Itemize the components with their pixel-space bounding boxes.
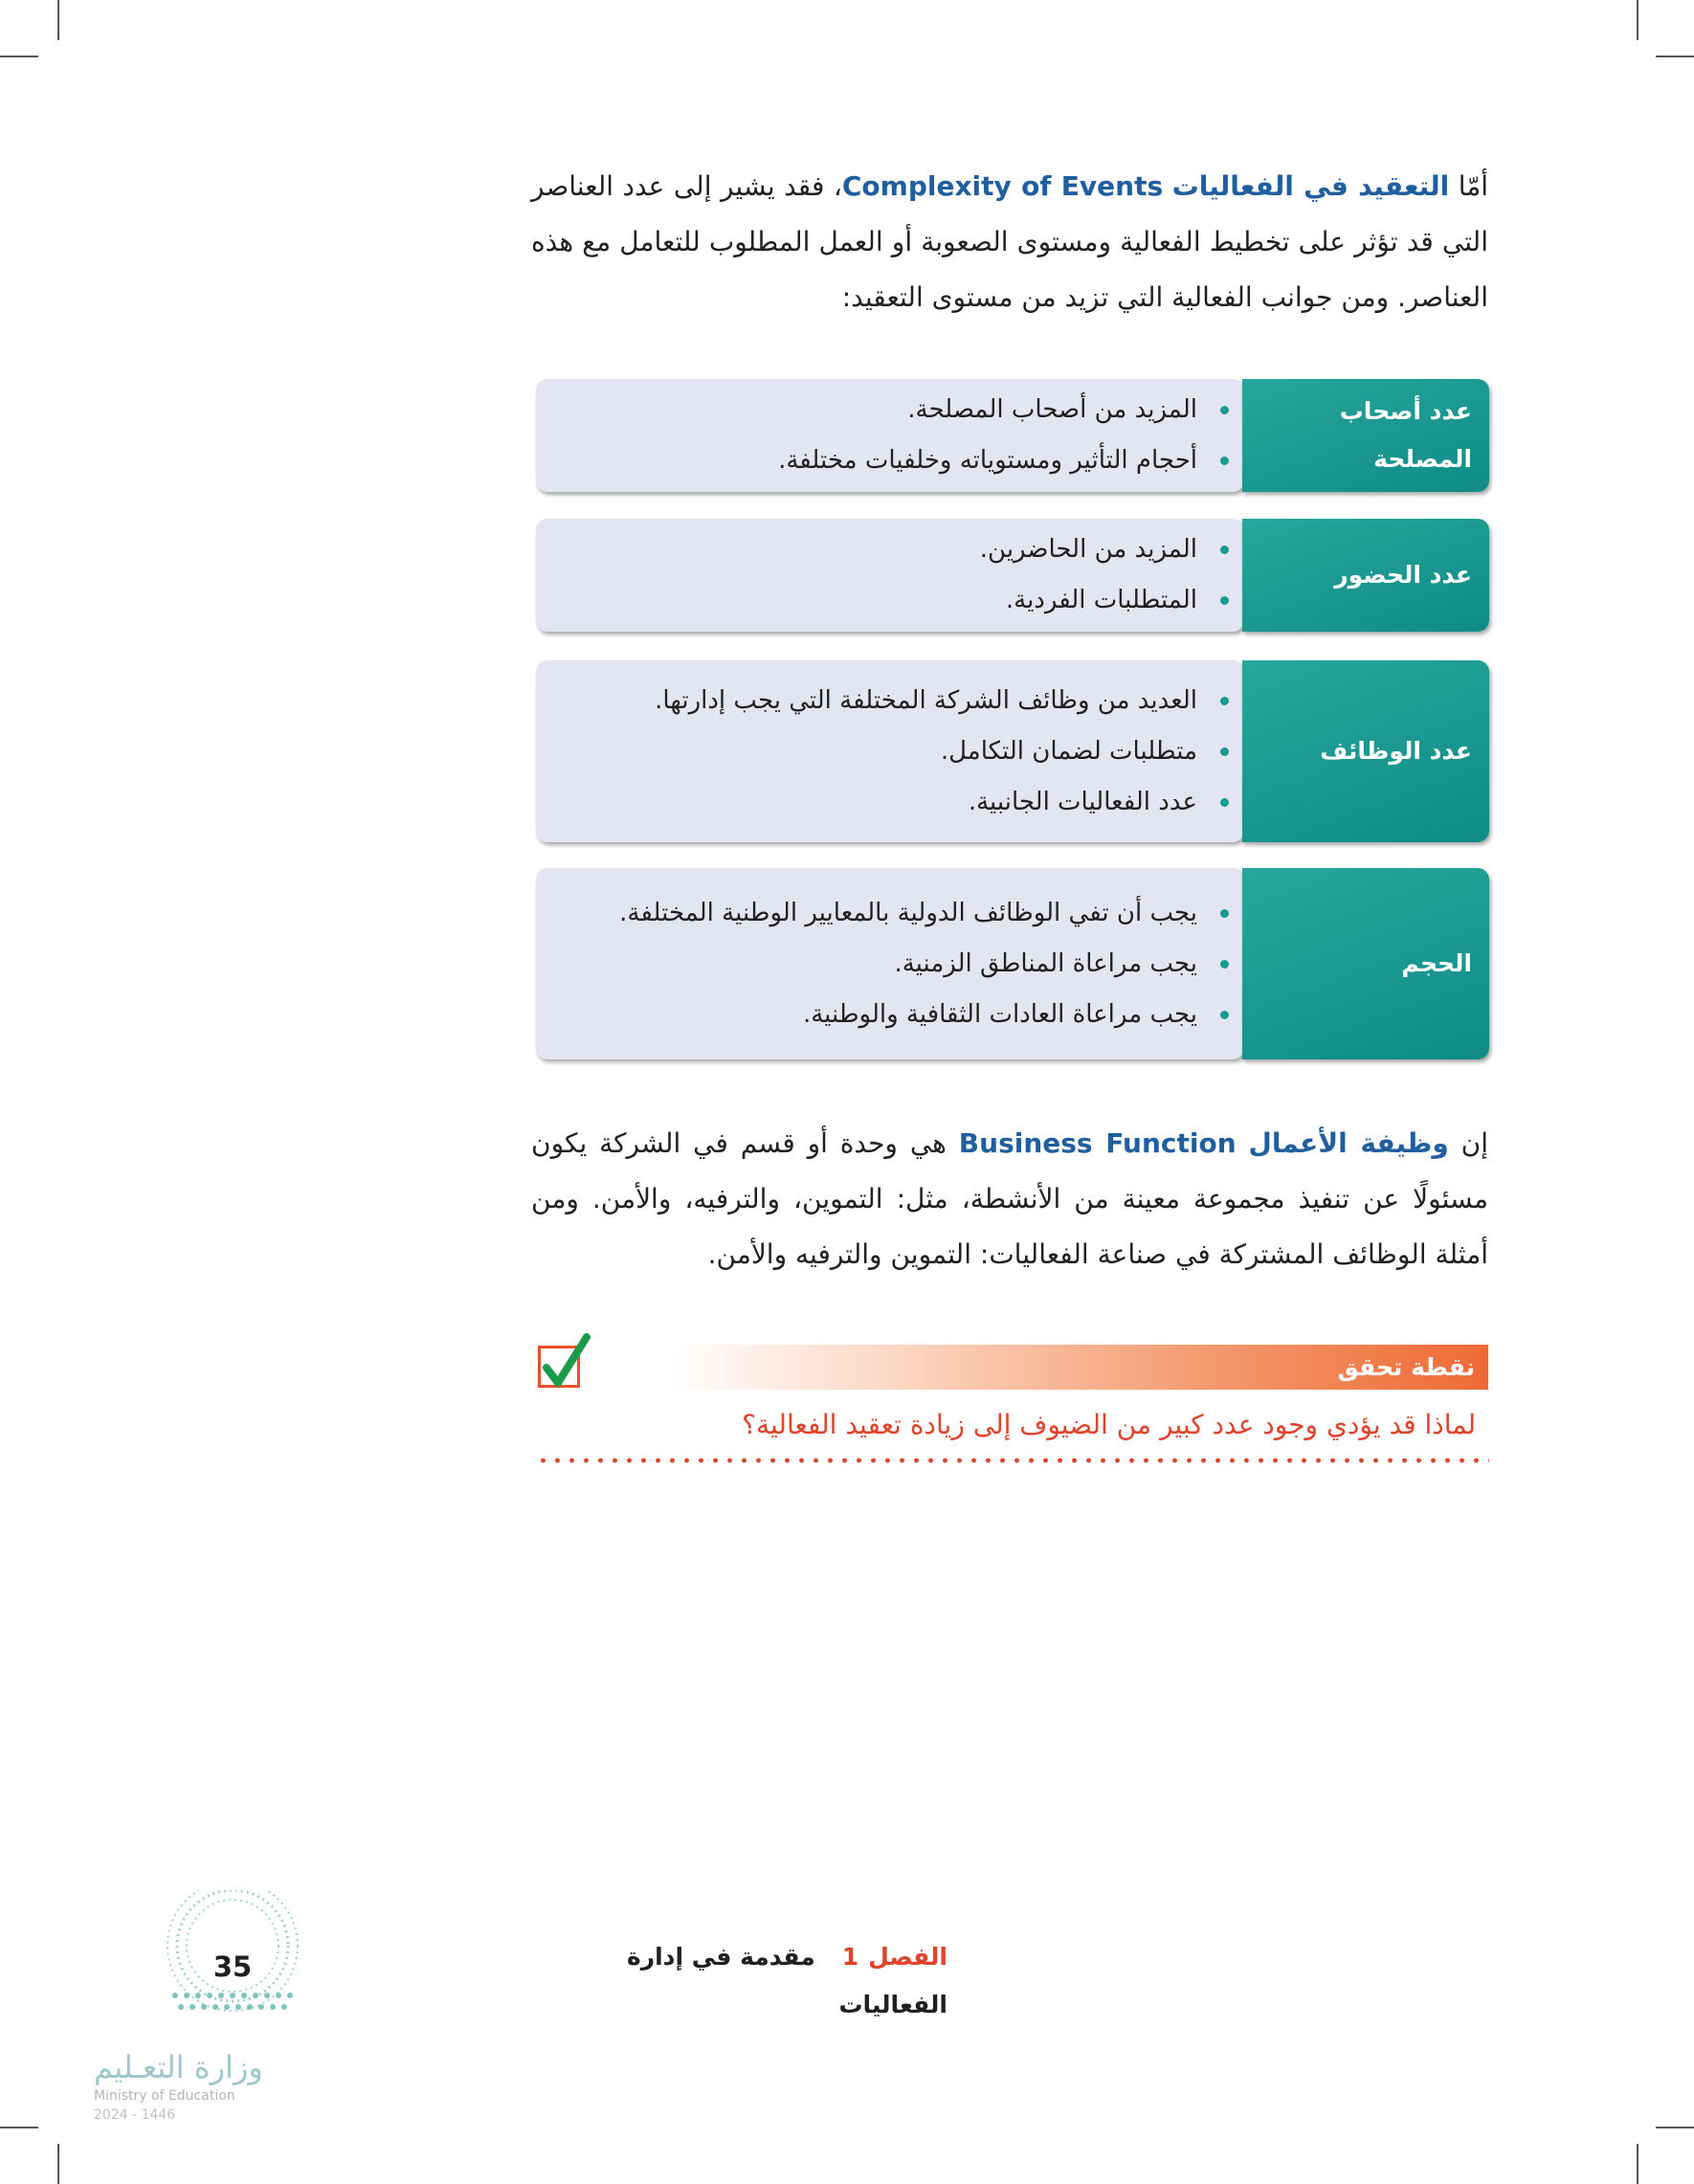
row-header-label: عدد الحضور: [1334, 561, 1472, 589]
list-item: المتطلبات الفردية.: [561, 575, 1231, 626]
row-header-label: عدد الوظائف: [1320, 737, 1472, 765]
crop-mark: [1656, 56, 1694, 57]
crop-mark: [1637, 0, 1638, 40]
complexity-row: [536, 660, 1489, 842]
row-header: [1242, 519, 1489, 632]
checkmark-icon: [538, 1346, 580, 1388]
list-item: يجب أن تفي الوظائف الدولية بالمعايير الوطنية المختلفة.: [561, 888, 1231, 939]
row-header: [1242, 660, 1489, 842]
chapter-footer: [536, 1933, 947, 2018]
crop-mark: [1656, 2127, 1694, 2128]
term-english: Business Function: [958, 1127, 1237, 1159]
checkpoint-header: [670, 1345, 1488, 1390]
crop-mark: [57, 0, 59, 40]
list-item: يجب مراعاة المناطق الزمنية.: [561, 939, 1231, 990]
crop-mark: [1637, 2144, 1638, 2184]
edition-year: 2024 - 1446: [94, 2107, 176, 2123]
checkpoint-title: نقطة تحقق: [1337, 1353, 1475, 1381]
chapter-number: 1: [841, 1943, 859, 1971]
crop-mark: [0, 56, 38, 57]
complexity-row: [536, 868, 1489, 1059]
row-list: [561, 379, 1231, 492]
list-item: أحجام التأثير ومستوياته وخلفيات مختلفة.: [561, 435, 1231, 486]
complexity-row: [536, 379, 1489, 492]
row-list: [561, 868, 1231, 1059]
term-arabic: التعقيد في الفعاليات: [1171, 170, 1450, 202]
row-header: [1242, 379, 1489, 492]
complexity-row: [536, 519, 1489, 632]
chapter-title: مقدمة في إدارة الفعاليات: [626, 1943, 947, 2018]
row-list: [561, 660, 1231, 842]
row-header-label: الحجم: [1401, 949, 1472, 977]
business-text: إن: [1448, 1127, 1488, 1159]
crop-mark: [57, 2144, 59, 2184]
list-item: متطلبات لضمان التكامل.: [561, 726, 1231, 777]
ministry-name-english: Ministry of Education: [94, 2088, 235, 2104]
term-arabic: وظيفة الأعمال: [1248, 1127, 1449, 1159]
list-item: يجب مراعاة العادات الثقافية والوطنية.: [561, 990, 1231, 1040]
ministry-logo: [94, 2048, 285, 2125]
row-header-label: عدد أصحاب المصلحة: [1339, 397, 1472, 473]
term-english: Complexity of Events: [841, 170, 1164, 202]
row-list: [561, 519, 1231, 632]
intro-text: أمّا: [1449, 170, 1488, 202]
intro-paragraph: [531, 159, 1488, 325]
business-text: هي وحدة أو قسم في الشركة يكون مسئولًا عن تنفيذ مجموعة معينة من الأنشطة، مثل: التموين، والترفيه، والأمن. ومن أمثلة الوظائف المشتركة في صناعة الفعاليات: التموين والترفيه والأمن.: [531, 1127, 1488, 1270]
list-item: المزيد من الحاضرين.: [561, 524, 1231, 575]
list-item: عدد الفعاليات الجانبية.: [561, 777, 1231, 828]
page-number: 35: [212, 1950, 253, 1983]
business-paragraph: [531, 1116, 1488, 1282]
crop-mark: [0, 2127, 38, 2128]
list-item: المزيد من أصحاب المصلحة.: [561, 385, 1231, 435]
ministry-name-arabic: وزارة التعـليم: [94, 2049, 263, 2085]
checkpoint-question: لماذا قد يؤدي وجود عدد كبير من الضيوف إلى زيادة تعقيد الفعالية؟: [742, 1409, 1476, 1440]
chapter-label: الفصل: [868, 1943, 947, 1971]
row-header: [1242, 868, 1489, 1059]
intro-text: ، فقد يشير إلى عدد العناصر التي قد تؤثر على تخطيط الفعالية ومستوى الصعوبة أو العمل المطلوب للتعامل مع هذه العناصر. ومن جوانب الفعالية التي تزيد من مستوى التعقيد:: [531, 170, 1488, 313]
dotted-divider: [536, 1458, 1489, 1463]
list-item: العديد من وظائف الشركة المختلفة التي يجب إدارتها.: [561, 676, 1231, 726]
